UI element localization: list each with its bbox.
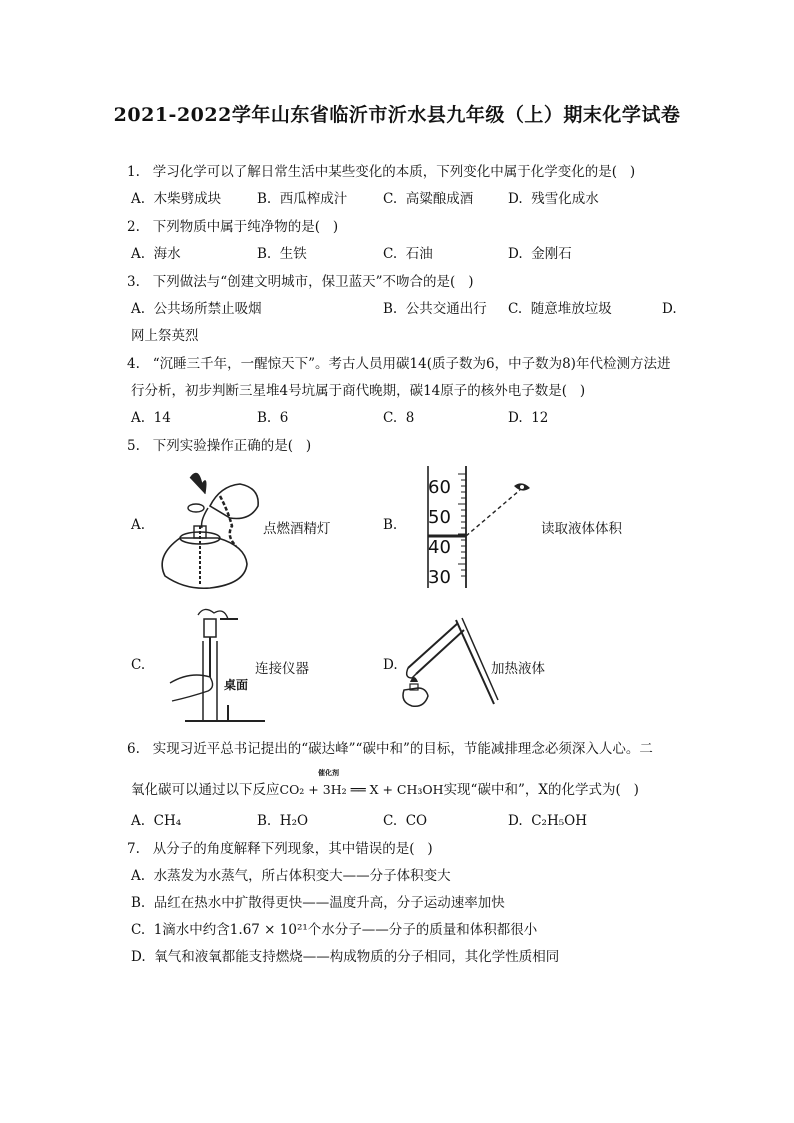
question-4-option-b: B. 6 — [257, 410, 289, 426]
question-4-option-c: C. 8 — [383, 410, 415, 426]
question-6-stem-line-1: 6. 实现习近平总书记提出的“碳达峰”“碳中和”的目标，节能减排理念必须深入人心。二 — [127, 741, 653, 757]
question-2-option-b: B. 生铁 — [257, 246, 307, 262]
reaction-equation: CO₂ + 3H₂ ══ X + CH₃OH — [279, 782, 444, 797]
question-5-option-a-letter: A. — [131, 517, 146, 533]
question-5-option-b-label: 读取液体体积 — [541, 521, 622, 537]
question-3-option-a: A. 公共场所禁止吸烟 — [131, 301, 262, 317]
page-title: 2021-2022学年山东省临沂市沂水县九年级（上）期末化学试卷 — [113, 104, 681, 126]
question-5-option-d-letter: D. — [383, 657, 398, 673]
question-7-option-c: C. 1滴水中约含1.67 × 10²¹个水分子——分子的质量和体积都很小 — [131, 922, 538, 938]
question-5-option-a-label: 点燃酒精灯 — [263, 521, 331, 537]
question-2-option-d: D. 金刚石 — [508, 246, 572, 262]
scale-label-50: 50 — [428, 507, 451, 528]
alcohol-lamp-lighting-figure — [150, 466, 265, 591]
question-1-option-a: A. 木柴劈成块 — [131, 191, 222, 207]
question-2-stem: 2. 下列物质中属于纯净物的是( ) — [127, 219, 339, 235]
question-5-option-b-letter: B. — [383, 517, 398, 533]
question-2-option-c: C. 石油 — [383, 246, 433, 262]
scale-label-60: 60 — [428, 477, 451, 498]
question-1-option-c: C. 高粱酿成酒 — [383, 191, 474, 207]
question-6-option-d: D. C₂H₅OH — [508, 813, 587, 829]
question-4-stem-line-1: 4. “沉睡三千年，一醒惊天下”。考古人员用碳14(质子数为6，中子数为8)年代检测方法进 — [127, 356, 671, 372]
question-7-option-b: B. 品红在热水中扩散得更快——温度升高，分子运动速率加快 — [131, 895, 505, 911]
question-7-option-d: D. 氧气和液氧都能支持燃烧——构成物质的分子相同，其化学性质相同 — [131, 949, 560, 965]
question-6-pre-text: 氧化碳可以通过以下反应 — [131, 782, 280, 798]
question-2-option-a: A. 海水 — [131, 246, 181, 262]
question-1-option-d: D. 残雪化成水 — [508, 191, 599, 207]
question-1-option-b: B. 西瓜榨成汁 — [257, 191, 348, 207]
question-6-option-a: A. CH₄ — [131, 813, 182, 829]
question-1-stem: 1. 学习化学可以了解日常生活中某些变化的本质，下列变化中属于化学变化的是( ) — [127, 164, 636, 180]
question-4-option-a: A. 14 — [131, 410, 171, 426]
question-6-stem-line-2 — [131, 781, 639, 799]
cylinder-scale — [428, 473, 451, 593]
question-6-option-c: C. CO — [383, 813, 428, 829]
question-5-option-d-label: 加热液体 — [491, 661, 545, 677]
question-4-option-d: D. 12 — [508, 410, 549, 426]
desk-label: 桌面 — [224, 678, 249, 692]
question-5-option-c-letter: C. — [131, 657, 146, 673]
question-3-option-c: C. 随意堆放垃圾 — [508, 301, 612, 317]
question-6-post-text: 实现“碳中和”，X的化学式为( ) — [443, 782, 639, 798]
question-5-stem: 5. 下列实验操作正确的是( ) — [127, 438, 312, 454]
heating-liquid-figure — [398, 618, 498, 710]
question-7-option-a: A. 水蒸发为水蒸气，所占体积变大——分子体积变大 — [131, 868, 451, 884]
question-5-option-c-label: 连接仪器 — [255, 661, 309, 677]
question-3-option-d: D. — [662, 301, 677, 317]
question-3-option-b: B. 公共交通出行 — [383, 301, 487, 317]
question-7-stem: 7. 从分子的角度解释下列现象，其中错误的是( ) — [127, 841, 433, 857]
question-3-stem: 3. 下列做法与“创建文明城市，保卫蓝天”不吻合的是( ) — [127, 274, 474, 290]
scale-label-40: 40 — [428, 537, 451, 558]
scale-label-30: 30 — [428, 567, 451, 588]
question-3-option-d-text: 网上祭英烈 — [131, 328, 199, 344]
catalyst-label: 催化剂 — [318, 768, 339, 777]
question-6-option-b: B. H₂O — [257, 813, 309, 829]
connect-apparatus-figure — [170, 605, 265, 727]
question-4-stem-line-2: 行分析，初步判断三星堆4号坑属于商代晚期，碳14原子的核外电子数是( ) — [131, 383, 586, 399]
